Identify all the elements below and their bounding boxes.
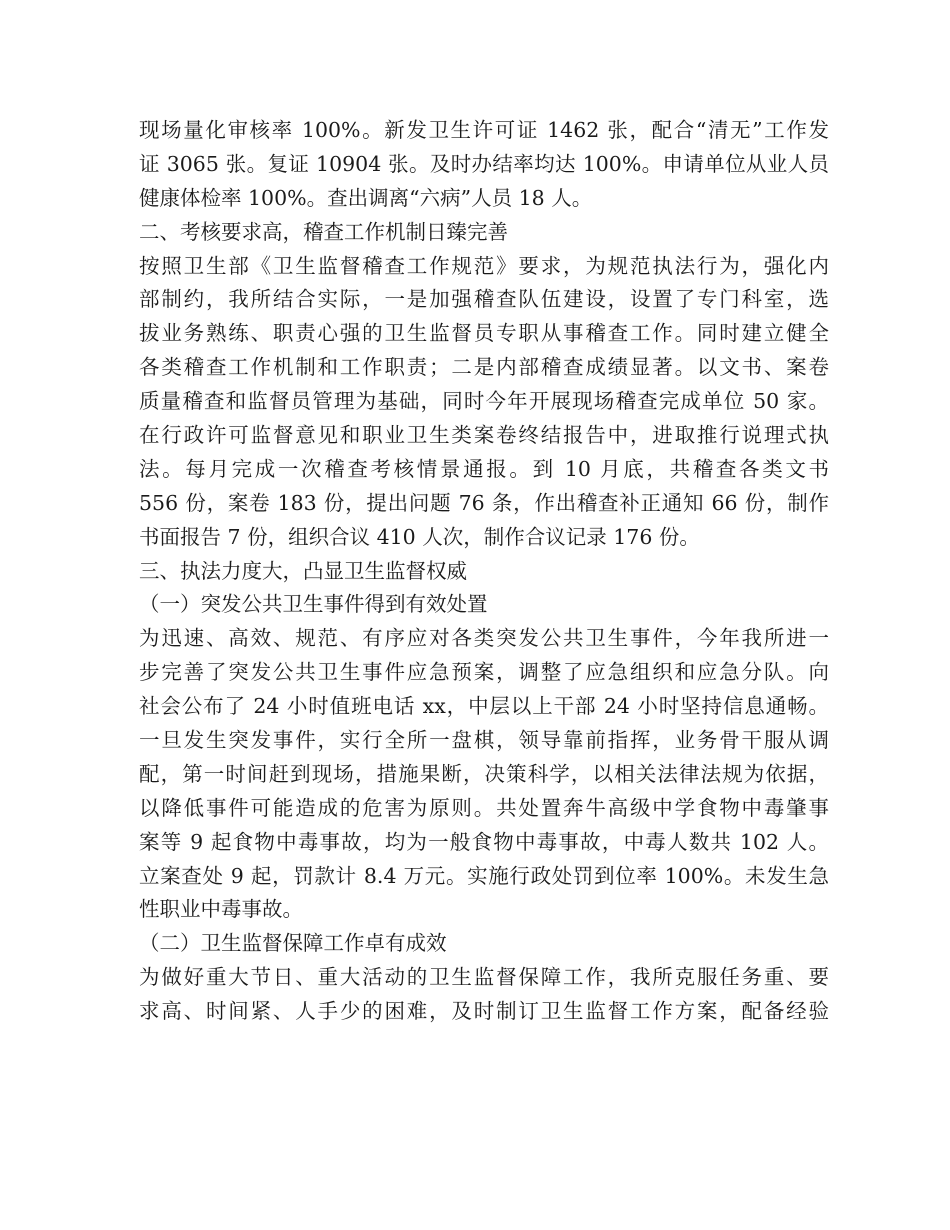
text-line: 556 份，案卷 183 份，提出问题 76 条，作出稽查补正通知 66 份，制作	[139, 490, 829, 515]
text-line: 一旦发生突发事件，实行全所一盘棋，领导靠前指挥，业务骨干服从调	[139, 728, 829, 753]
text-line: 证 3065 张。复证 10904 张。及时办结率均达 100%。申请单位从业人员	[139, 151, 829, 176]
text-line: 质量稽查和监督员管理为基础，同时今年开展现场稽查完成单位 50 家。	[139, 389, 829, 414]
text-line: 三、执法力度大，凸显卫生监督权威	[139, 558, 467, 583]
text-line: 立案查处 9 起，罚款计 8.4 万元。实施行政处罚到位率 100%。未发生急	[139, 863, 829, 888]
text-line: 社会公布了 24 小时值班电话 xx，中层以上干部 24 小时坚持信息通畅。	[139, 694, 829, 719]
text-line: 部制约，我所结合实际，一是加强稽查队伍建设，设置了专门科室，选	[139, 287, 829, 312]
text-line: 以降低事件可能造成的危害为原则。共处置奔牛高级中学食物中毒肇事	[139, 795, 829, 820]
text-line: 各类稽查工作机制和工作职责；二是内部稽查成绩显著。以文书、案卷	[139, 355, 829, 380]
text-line: 性职业中毒事故。	[139, 897, 303, 922]
text-line: 二、考核要求高，稽查工作机制日臻完善	[139, 219, 508, 244]
text-line: 为做好重大节日、重大活动的卫生监督保障工作，我所克服任务重、要	[139, 965, 829, 990]
text-line: 法。每月完成一次稽查考核情景通报。到 10 月底，共稽查各类文书	[139, 456, 829, 481]
text-line: 在行政许可监督意见和职业卫生类案卷终结报告中，进取推行说理式执	[139, 423, 829, 448]
text-line: （二）卫生监督保障工作卓有成效	[139, 931, 447, 956]
text-line: 求高、时间紧、人手少的困难，及时制订卫生监督工作方案，配备经验	[139, 999, 829, 1024]
text-line: 按照卫生部《卫生监督稽查工作规范》要求，为规范执法行为，强化内	[139, 253, 829, 278]
text-line: 书面报告 7 份，组织合议 410 人次，制作合议记录 176 份。	[139, 524, 700, 549]
text-line: 为迅速、高效、规范、有序应对各类突发公共卫生事件，今年我所进一	[139, 626, 829, 651]
document-body	[139, 114, 829, 1029]
text-line: 健康体检率 100%。查出调离“六病”人员 18 人。	[139, 185, 593, 210]
text-line: （一）突发公共卫生事件得到有效处置	[139, 592, 488, 617]
text-line: 配，第一时间赶到现场，措施果断，决策科学，以相关法律法规为依据，	[139, 761, 829, 786]
text-line: 案等 9 起食物中毒事故，均为一般食物中毒事故，中毒人数共 102 人。	[139, 829, 829, 854]
text-line: 步完善了突发公共卫生事件应急预案，调整了应急组织和应急分队。向	[139, 660, 829, 685]
text-line: 现场量化审核率 100%。新发卫生许可证 1462 张，配合“清无”工作发	[139, 118, 829, 142]
text-line: 拔业务熟练、职责心强的卫生监督员专职从事稽查工作。同时建立健全	[139, 321, 829, 346]
